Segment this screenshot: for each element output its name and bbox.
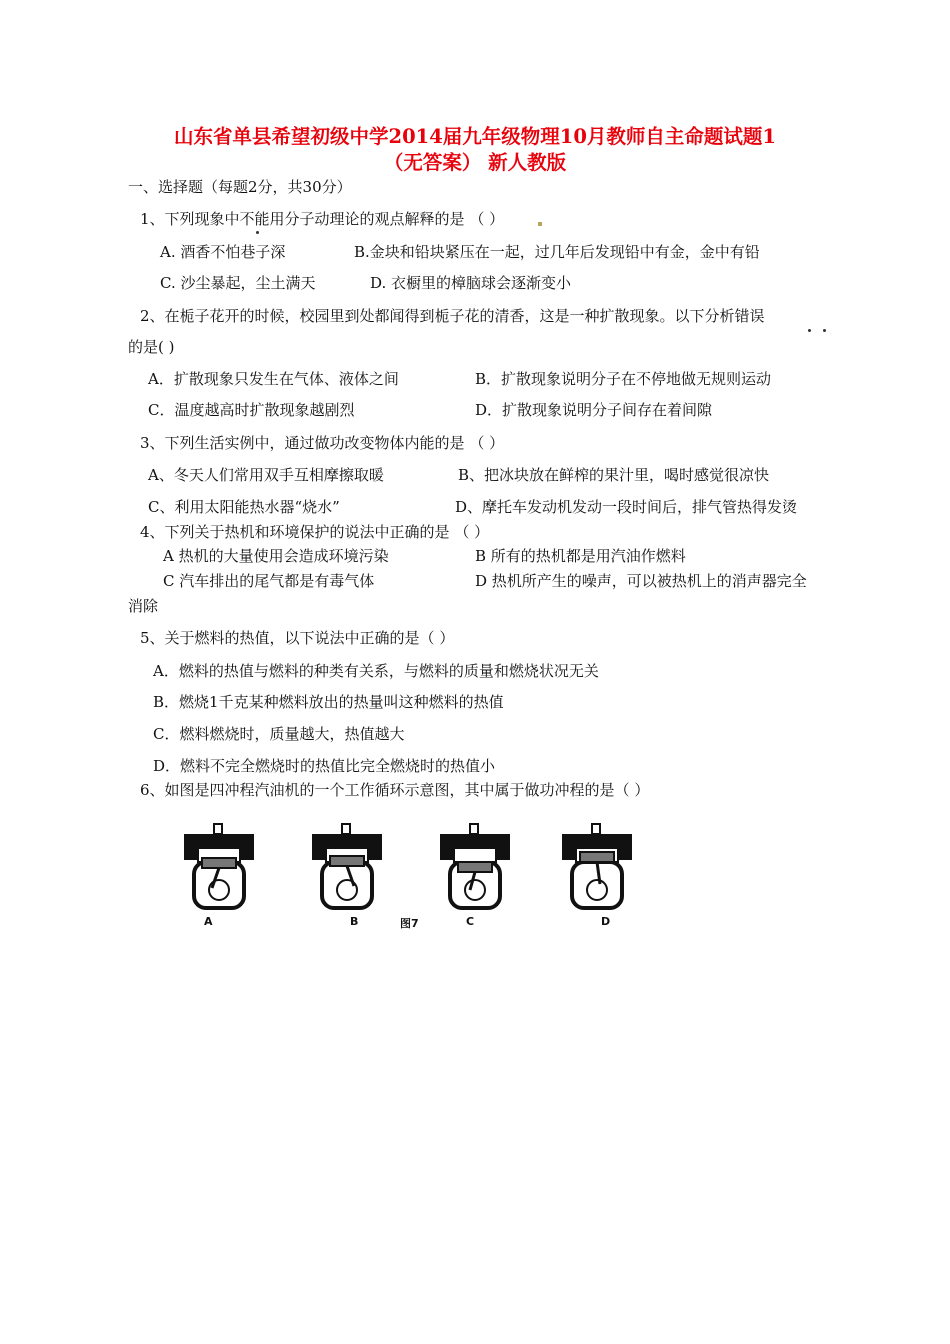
q3-option-b: B、把冰块放在鲜榨的果汁里，喝时感觉很凉快 [458,466,770,484]
engine-diagram-b [306,822,388,912]
q3-option-d: D、摩托车发动机发动一段时间后，排气管热得发烫 [455,498,798,516]
emphasis-dot [256,231,259,234]
document-title-line1: 山东省单县希望初级中学2014届九年级物理10月教师自主命题试题1 [174,125,776,148]
engine-stroke-figure [178,822,658,932]
q4-option-c: C 汽车排出的尾气都是有毒气体 [163,572,375,590]
q5-stem: 5、关于燃料的热值，以下说法中正确的是（ ） [140,629,455,647]
engine-diagram-c [434,822,516,912]
engine-diagram-a [178,822,260,912]
scan-mark [538,222,542,226]
section-heading: 一、选择题（每题2分，共30分） [128,178,352,196]
q3-option-a: A、冬天人们常用双手互相摩擦取暖 [148,466,384,484]
figure-label-a: A [204,915,213,928]
emphasis-dot [808,329,811,332]
q2-option-a: A．扩散现象只发生在气体、液体之间 [148,370,399,388]
q2-stem-line2: 的是( ) [128,338,175,356]
q2-option-d: D．扩散现象说明分子间存在着间隙 [475,401,713,419]
figure-label-b: B [350,915,359,928]
q5-option-a: A．燃料的热值与燃料的种类有关系，与燃料的质量和燃烧状况无关 [153,662,599,680]
q2-option-c: C．温度越高时扩散现象越剧烈 [148,401,355,419]
q5-option-d: D．燃料不完全燃烧时的热值比完全燃烧时的热值小 [153,757,496,775]
q1-option-c: C. 沙尘暴起，尘土满天 [160,274,316,292]
q4-option-d-line1: D 热机所产生的噪声，可以被热机上的消声器完全 [475,572,807,590]
q1-option-a: A. 酒香不怕巷子深 [160,243,286,261]
figure-caption: 图7 [400,917,419,930]
q2-option-b: B．扩散现象说明分子在不停地做无规则运动 [475,370,772,388]
figure-label-c: C [466,915,475,928]
q5-option-b: B．燃烧1千克某种燃料放出的热量叫这种燃料的热值 [153,693,504,711]
engine-diagram-d [556,822,638,912]
q1-stem: 1、下列现象中不能用分子动理论的观点解释的是 （ ） [140,210,505,228]
q1-option-d: D. 衣橱里的樟脑球会逐渐变小 [370,274,572,292]
document-title-line2: （无答案） 新人教版 [383,151,567,174]
q4-option-a: A 热机的大量使用会造成环境污染 [163,547,389,565]
q3-option-c: C、利用太阳能热水器“烧水” [148,498,340,516]
q5-option-c: C．燃料燃烧时，质量越大，热值越大 [153,725,405,743]
emphasis-dot [823,329,826,332]
q2-stem-line1: 2、在栀子花开的时候，校园里到处都闻得到栀子花的清香，这是一种扩散现象。以下分析错误 [140,307,765,325]
q1-option-b: B.金块和铅块紧压在一起，过几年后发现铅中有金，金中有铅 [354,243,760,261]
q4-option-b: B 所有的热机都是用汽油作燃料 [475,547,686,565]
q6-stem: 6、如图是四冲程汽油机的一个工作循环示意图，其中属于做功冲程的是（ ） [140,781,650,799]
figure-label-d: D [601,915,611,928]
q4-stem: 4、下列关于热机和环境保护的说法中正确的是 （ ） [140,523,490,541]
q3-stem: 3、下列生活实例中，通过做功改变物体内能的是 （ ） [140,434,505,452]
q4-option-d-line2: 消除 [128,597,159,615]
